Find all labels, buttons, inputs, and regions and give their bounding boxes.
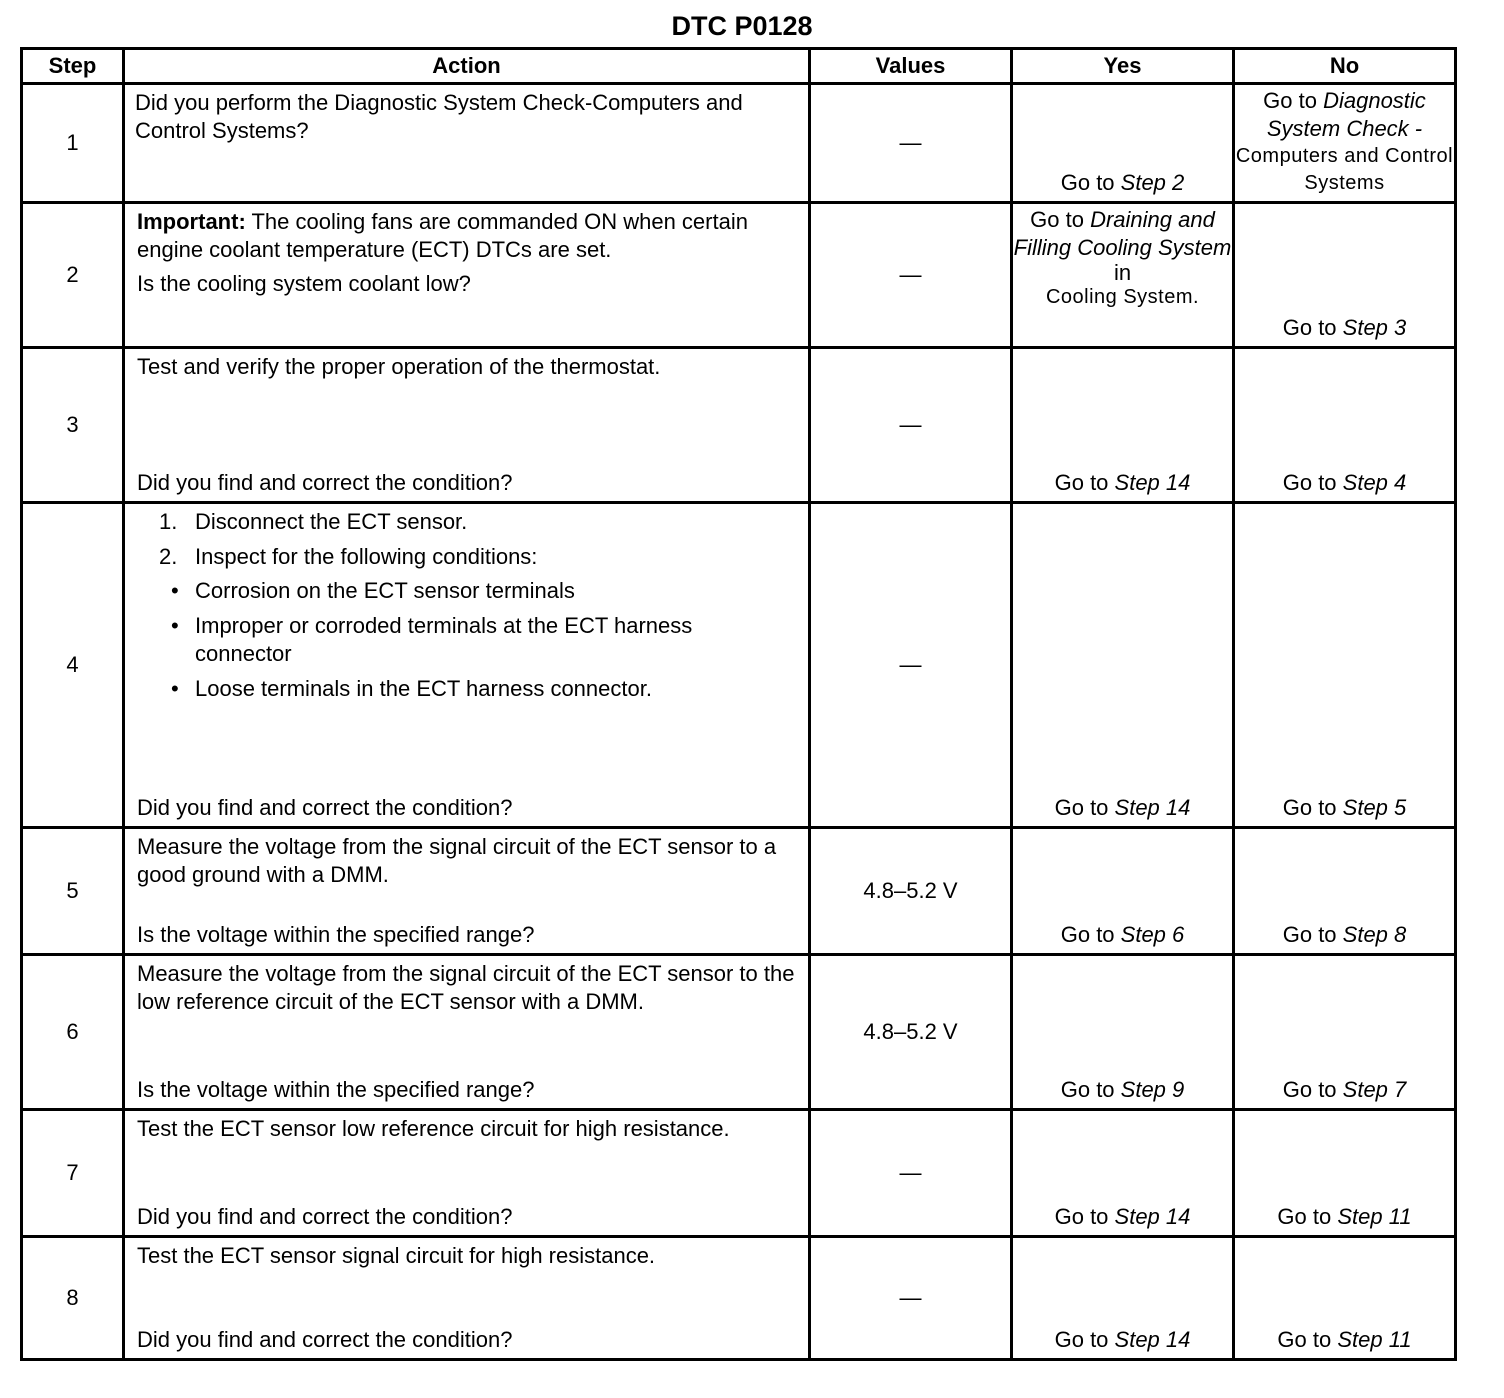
action-cell	[124, 955, 810, 1110]
yes-suffix: Cooling System.	[1045, 286, 1200, 308]
yes-link[interactable]: Step 9	[1120, 1077, 1185, 1102]
no-link[interactable]: Step 4	[1342, 470, 1407, 495]
yes-link[interactable]: Step 2	[1120, 170, 1185, 195]
no-prefix: Go to	[1282, 922, 1343, 947]
bullet-list	[159, 577, 800, 703]
yes-cell	[1012, 955, 1234, 1110]
yes-prefix: Go to	[1054, 795, 1115, 820]
action-cell	[124, 203, 810, 348]
yes-link[interactable]: Step 14	[1114, 1327, 1191, 1352]
yes-prefix: Go to	[1060, 922, 1121, 947]
no-link[interactable]: Step 5	[1342, 795, 1407, 820]
step-number: 1	[22, 84, 124, 203]
no-prefix: Go to	[1282, 1077, 1343, 1102]
action-question: Did you find and correct the condition?	[137, 470, 513, 495]
list-item	[159, 543, 800, 703]
no-cell	[1234, 1237, 1456, 1360]
list-text: Inspect for the following conditions:	[195, 544, 538, 569]
no-link[interactable]: Step 7	[1342, 1077, 1407, 1102]
action-question: Is the voltage within the specified range?	[137, 922, 535, 947]
values-cell: —	[810, 503, 1012, 828]
action-cell	[124, 1237, 810, 1360]
important-text: The cooling fans are commanded ON when certain engine coolant temperature (ECT) DTCs are set.	[137, 209, 748, 262]
yes-cell	[1012, 84, 1234, 203]
no-cell	[1234, 955, 1456, 1110]
values-cell: —	[810, 84, 1012, 203]
action-cell	[124, 348, 810, 503]
yes-cell	[1012, 1110, 1234, 1237]
action-text: Did you perform the Diagnostic System Check-Computers and Control Systems?	[135, 90, 743, 143]
step-number: 7	[22, 1110, 124, 1237]
step-number: 6	[22, 955, 124, 1110]
yes-mid: in	[1113, 260, 1132, 285]
values-cell: —	[810, 203, 1012, 348]
yes-prefix: Go to	[1030, 207, 1091, 232]
action-cell	[124, 1110, 810, 1237]
step-number: 3	[22, 348, 124, 503]
yes-cell	[1012, 203, 1234, 348]
values-cell: 4.8–5.2 V	[810, 828, 1012, 955]
numbered-list	[137, 508, 800, 703]
action-question: Is the cooling system coolant low?	[137, 271, 471, 296]
table-row	[22, 348, 1456, 503]
step-number: 5	[22, 828, 124, 955]
header-step: Step	[22, 49, 124, 84]
table-header-row	[22, 49, 1456, 84]
list-item	[159, 508, 800, 536]
table-row	[22, 828, 1456, 955]
no-link[interactable]: Diagnostic System Check -	[1266, 88, 1426, 141]
bullet-item: • Loose terminals in the ECT harness connector.	[195, 675, 800, 703]
no-cell	[1234, 1110, 1456, 1237]
no-suffix: Computers and Control Systems	[1235, 145, 1454, 194]
values-cell: —	[810, 348, 1012, 503]
action-cell	[124, 503, 810, 828]
no-cell	[1234, 203, 1456, 348]
step-number: 2	[22, 203, 124, 348]
no-cell	[1234, 828, 1456, 955]
no-link[interactable]: Step 11	[1337, 1327, 1412, 1352]
no-prefix: Go to	[1282, 470, 1343, 495]
list-number: 1.	[159, 509, 178, 534]
yes-cell	[1012, 503, 1234, 828]
table-row	[22, 84, 1456, 203]
action-text: Test the ECT sensor signal circuit for high resistance.	[137, 1243, 656, 1268]
action-cell	[124, 84, 810, 203]
header-yes: Yes	[1012, 49, 1234, 84]
yes-prefix: Go to	[1060, 170, 1121, 195]
action-text: Test the ECT sensor low reference circuit for high resistance.	[137, 1116, 730, 1141]
bullet-item: • Improper or corroded terminals at the ECT harness connector	[195, 612, 695, 668]
action-text: Test and verify the proper operation of the thermostat.	[137, 354, 661, 379]
no-prefix: Go to	[1263, 88, 1324, 113]
action-question: Did you find and correct the condition?	[137, 795, 513, 820]
table-row	[22, 503, 1456, 828]
table-row	[22, 203, 1456, 348]
no-cell	[1234, 503, 1456, 828]
action-text: Measure the voltage from the signal circuit of the ECT sensor to the low reference circuit of the ECT sensor with a DMM.	[137, 961, 795, 1014]
no-prefix: Go to	[1277, 1204, 1338, 1229]
action-question: Did you find and correct the condition?	[137, 1327, 513, 1352]
values-cell: —	[810, 1237, 1012, 1360]
yes-cell	[1012, 828, 1234, 955]
step-number: 8	[22, 1237, 124, 1360]
yes-link[interactable]: Step 14	[1114, 795, 1191, 820]
no-prefix: Go to	[1277, 1327, 1338, 1352]
no-cell	[1234, 84, 1456, 203]
no-link[interactable]: Step 8	[1342, 922, 1407, 947]
list-number: 2.	[159, 544, 178, 569]
yes-prefix: Go to	[1054, 1204, 1115, 1229]
action-question: Did you find and correct the condition?	[137, 1204, 513, 1229]
no-prefix: Go to	[1282, 315, 1343, 340]
table-row	[22, 1110, 1456, 1237]
dtc-table	[20, 47, 1457, 1361]
header-no: No	[1234, 49, 1456, 84]
list-text: Disconnect the ECT sensor.	[195, 509, 468, 534]
values-cell: —	[810, 1110, 1012, 1237]
yes-prefix: Go to	[1054, 470, 1115, 495]
yes-link[interactable]: Step 6	[1120, 922, 1185, 947]
yes-cell	[1012, 348, 1234, 503]
page-title: DTC P0128	[671, 11, 813, 41]
yes-link[interactable]: Step 14	[1114, 1204, 1191, 1229]
values-cell: 4.8–5.2 V	[810, 955, 1012, 1110]
yes-cell	[1012, 1237, 1234, 1360]
yes-prefix: Go to	[1060, 1077, 1121, 1102]
no-link[interactable]: Step 3	[1342, 315, 1407, 340]
no-link[interactable]: Step 11	[1337, 1204, 1412, 1229]
yes-link[interactable]: Draining and Filling Cooling System	[1013, 207, 1232, 260]
bullet-item: • Corrosion on the ECT sensor terminals	[195, 577, 800, 605]
table-row	[22, 955, 1456, 1110]
important-label: Important:	[137, 209, 246, 234]
header-action: Action	[124, 49, 810, 84]
yes-link[interactable]: Step 14	[1114, 470, 1191, 495]
yes-prefix: Go to	[1054, 1327, 1115, 1352]
action-text: Measure the voltage from the signal circuit of the ECT sensor to a good ground with a DMM.	[137, 834, 777, 887]
important-note	[137, 208, 800, 264]
table-row	[22, 1237, 1456, 1360]
header-values: Values	[810, 49, 1012, 84]
action-question: Is the voltage within the specified range?	[137, 1077, 535, 1102]
no-cell	[1234, 348, 1456, 503]
action-cell	[124, 828, 810, 955]
no-prefix: Go to	[1282, 795, 1343, 820]
step-number: 4	[22, 503, 124, 828]
